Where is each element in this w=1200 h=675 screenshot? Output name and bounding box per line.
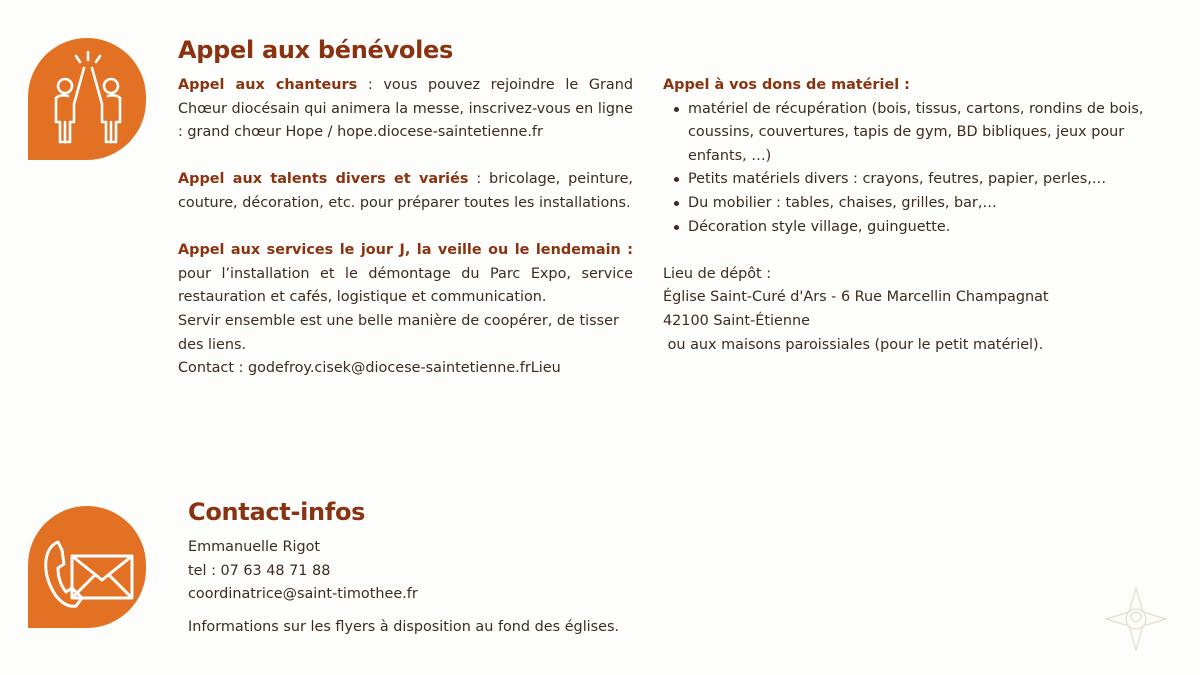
- chanteurs-label: Appel aux chanteurs: [178, 77, 358, 93]
- list-item: matériel de récupération (bois, tissus, cartons, rondins de bois, coussins, couvertures, tapis de gym, BD bibliques, jeux pour enfants, …): [688, 98, 1168, 169]
- depot-label: Lieu de dépôt :: [663, 265, 772, 282]
- services-paragraph: [178, 239, 633, 310]
- contact-title: Contact-infos: [188, 498, 366, 526]
- contact-icon-badge: [28, 506, 146, 628]
- volunteers-icon-badge: [28, 38, 146, 160]
- depot-address-line2: 42100 Saint-Étienne: [663, 312, 810, 329]
- phone-envelope-icon: [28, 506, 146, 628]
- talents-paragraph: [178, 168, 633, 215]
- benevoles-title: Appel aux bénévoles: [178, 36, 453, 64]
- depot-address-line1: Église Saint-Curé d'Ars - 6 Rue Marcellin Champagnat: [663, 289, 1049, 306]
- list-item: Du mobilier : tables, chaises, grilles, bar,…: [688, 192, 1168, 216]
- star-ornament-icon: [1104, 586, 1168, 652]
- materiel-body: [663, 74, 1168, 357]
- high-five-people-icon: [28, 38, 146, 160]
- materiel-heading: Appel à vos dons de matériel :: [663, 77, 910, 93]
- services-text: pour l’installation et le démontage du Parc Expo, service restauration et cafés, logistique et communication.: [178, 265, 633, 306]
- contact-body: [188, 536, 708, 639]
- contact-name: Emmanuelle Rigot: [188, 539, 321, 555]
- materiel-list: [663, 98, 1168, 240]
- contact-phone: tel : 07 63 48 71 88: [188, 562, 331, 579]
- contact-line: Contact : godefroy.cisek@diocese-saintetienne.frLieu: [178, 360, 561, 377]
- contact-email[interactable]: coordinatrice@saint-timothee.fr: [188, 586, 418, 603]
- depot-address-line3: ou aux maisons paroissiales (pour le petit matériel).: [663, 336, 1044, 353]
- services-label: Appel aux services le jour J, la veille ou le lendemain :: [178, 242, 633, 259]
- contact-note: Informations sur les flyers à disposition au fond des églises.: [188, 618, 620, 635]
- chanteurs-text: : vous pouvez rejoindre le Grand Chœur diocésain qui animera la messe, inscrivez-vous en ligne : grand chœur Hope / hope.diocese-saintetienne.fr: [178, 77, 633, 141]
- list-item: Petits matériels divers : crayons, feutres, papier, perles,…: [688, 168, 1168, 192]
- talents-text: : bricolage, peinture, couture, décoration, etc. pour préparer toutes les installations.: [178, 171, 633, 211]
- servir-paragraph: Servir ensemble est une belle manière de coopérer, de tisser des liens.: [178, 312, 619, 353]
- talents-label: Appel aux talents divers et variés: [178, 171, 469, 188]
- list-item: Décoration style village, guinguette.: [688, 216, 1168, 240]
- benevoles-body: [178, 74, 633, 381]
- chanteurs-paragraph: [178, 74, 633, 145]
